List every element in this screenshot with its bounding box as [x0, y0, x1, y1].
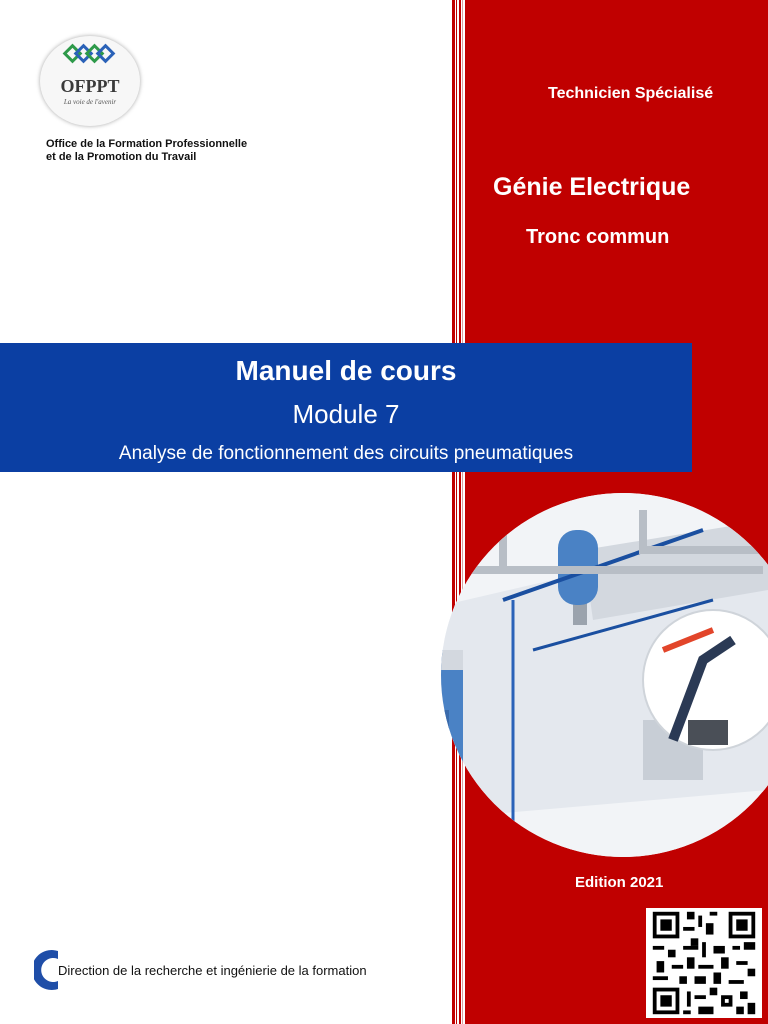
footer-direction: Direction de la recherche et ingénierie de la formation — [58, 963, 367, 978]
logo-tagline: La voie de l'avenir — [63, 98, 117, 106]
manual-title: Manuel de cours — [235, 355, 457, 386]
branch-title: Tronc commun — [526, 226, 670, 248]
qr-code[interactable] — [646, 908, 762, 1018]
pneumatic-workshop-illustration — [383, 490, 768, 860]
ofppt-emblem-icon — [40, 36, 140, 76]
level-label: Technicien Spécialisé — [548, 85, 714, 102]
module-subtitle: Analyse de fonctionnement des circuits pneumatiques — [118, 443, 574, 464]
organization-line-1: Office de la Formation Professionnelle — [46, 138, 248, 150]
organization-name — [46, 138, 247, 164]
field-title: Génie Electrique — [493, 173, 691, 201]
edition-label: Edition 2021 — [575, 874, 664, 891]
ofppt-logo — [40, 36, 140, 126]
title-banner — [0, 343, 692, 472]
logo-name: OFPPT — [60, 76, 120, 96]
organization-line-2: et de la Promotion du Travail — [46, 151, 197, 163]
module-number: Module 7 — [292, 399, 400, 429]
